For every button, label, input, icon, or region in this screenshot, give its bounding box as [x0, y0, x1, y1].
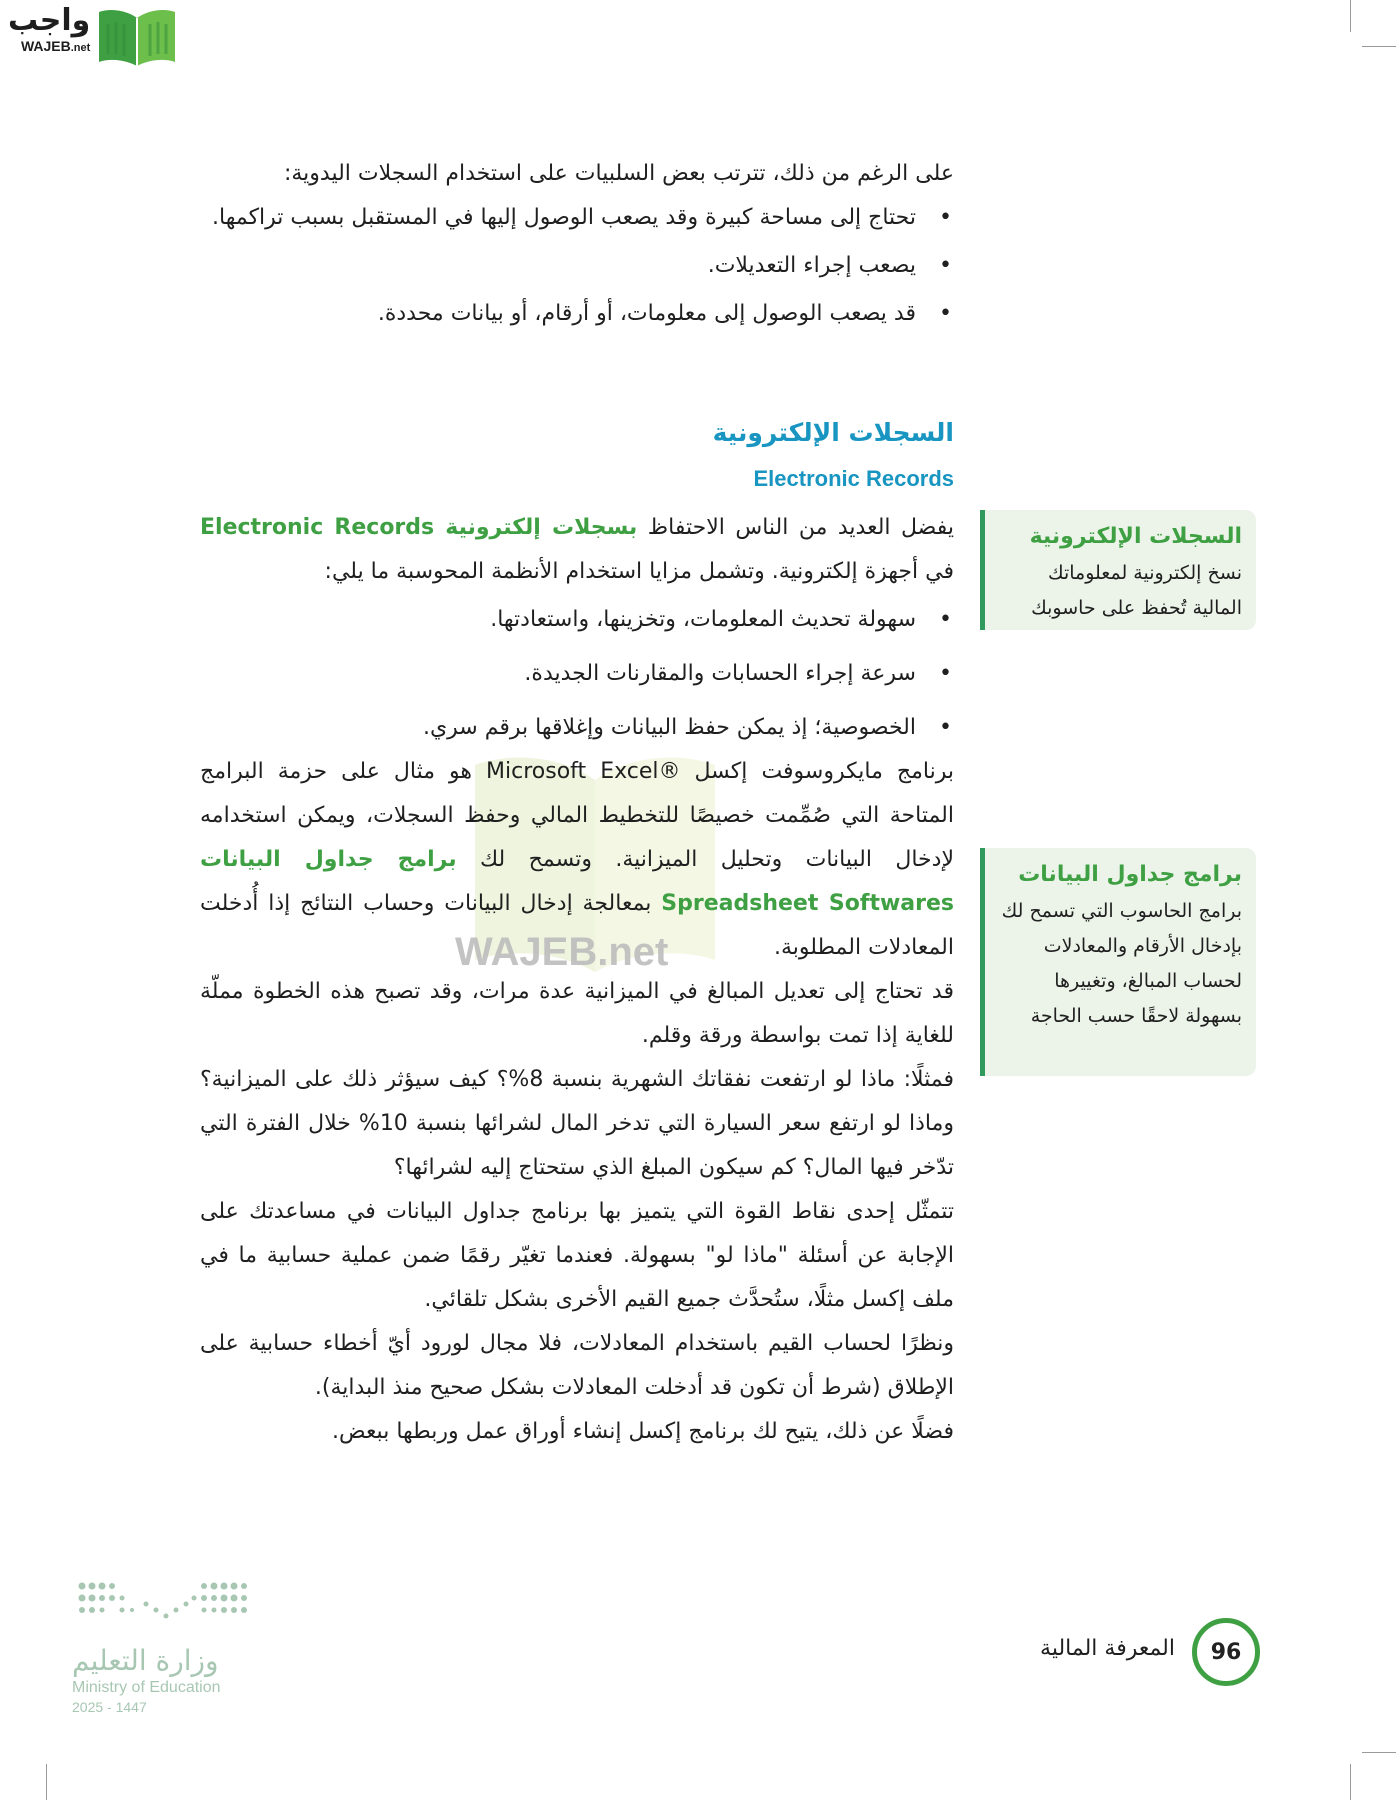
main-body: [200, 506, 954, 1454]
logo-text: [8, 4, 90, 56]
glossary-box-electronic-records: [980, 510, 1256, 630]
site-logo[interactable]: [8, 4, 178, 68]
glossary-box-spreadsheet-software: [980, 848, 1256, 1076]
list-item: • قد يصعب الوصول إلى معلومات، أو أرقام، أو بيانات محددة.: [200, 292, 954, 336]
paragraph-worksheets: فضلًا عن ذلك، يتيح لك برنامج إكسل إنشاء أوراق عمل وربطها ببعض.: [332, 1419, 954, 1444]
logo-arabic: واجب: [8, 3, 91, 38]
book-title: المعرفة المالية: [1040, 1636, 1175, 1661]
highlight-term: بسجلات إلكترونية Electronic Records: [200, 515, 638, 540]
section-title: السجلات الإلكترونية: [712, 418, 954, 447]
paragraph-electronic-records: يفضل العديد من الناس الاحتفاظ بسجلات إلكترونية Electronic Records في أجهزة إلكترونية. وتشمل مزايا استخدام الأنظمة المحوسبة ما يلي:: [200, 515, 954, 584]
page-number: 96: [1192, 1618, 1260, 1686]
ministry-year: 2025 - 1447: [72, 1699, 147, 1715]
ministry-dots-icon: [76, 1580, 248, 1632]
list-item: • يصعب إجراء التعديلات.: [200, 244, 954, 288]
intro-lead: على الرغم من ذلك، تترتب بعض السلبيات على استخدام السجلات اليدوية:: [283, 161, 954, 186]
list-item: • تحتاج إلى مساحة كبيرة وقد يصعب الوصول إليها في المستقبل بسبب تراكمها.: [200, 196, 954, 240]
advantages-list: [200, 598, 954, 750]
drawbacks-list: [200, 196, 954, 336]
glossary-term: السجلات الإلكترونية: [1029, 524, 1242, 549]
logo-english: WAJEB.net: [20, 38, 91, 54]
open-book-icon: [96, 4, 178, 66]
crop-mark: [1362, 1752, 1396, 1753]
section-subtitle: Electronic Records: [753, 466, 954, 491]
intro-block: [200, 152, 954, 336]
list-item: • سهولة تحديث المعلومات، وتخزينها، واستعادتها.: [200, 598, 954, 642]
paragraph-budget-edits: قد تحتاج إلى تعديل المبالغ في الميزانية عدة مرات، وقد تصبح هذه الخطوة مملّة للغاية إذا تمت بواسطة ورقة وقلم.: [200, 979, 954, 1048]
ministry-name-ar: وزارة التعليم: [72, 1644, 219, 1677]
paragraph-example: فمثلًا: ماذا لو ارتفعت نفقاتك الشهرية بنسبة 8%؟ كيف سيؤثر ذلك على الميزانية؟ وماذا لو ارتفع سعر السيارة التي تدخر المال لشرائها بنسبة 10% خلال الفترة التي تدّخر فيها المال؟ كم سيكون المبلغ الذي ستحتاج إليه لشرائها؟: [200, 1067, 955, 1180]
list-item: • الخصوصية؛ إذ يمكن حفظ البيانات وإغلاقها برقم سري.: [200, 706, 954, 750]
glossary-definition: برامج الحاسوب التي تسمح لك بإدخال الأرقام والمعادلات لحساب المبالغ، وتغييرها بسهولة لاحقًا حسب الحاجة: [1001, 900, 1242, 1027]
paragraph-no-errors: ونظرًا لحساب القيم باستخدام المعادلات، فلا مجال لورود أيّ أخطاء حسابية على الإطلاق (شرط أن تكون قد أدخلت المعادلات بشكل صحيح منذ البداية).: [200, 1331, 954, 1400]
ministry-logo: [72, 1644, 272, 1716]
crop-mark: [1350, 0, 1351, 32]
paragraph-excel: برنامج مايكروسوفت إكسل ®Microsoft Excel هو مثال على حزمة البرامج المتاحة التي صُمِّمت خصيصًا للتخطيط المالي وحفظ السجلات، ويمكن استخدامه لإدخال البيانات وتحليل الميزانية. وتسمح لك برامج جداول البيانات Spreadsheet Softwares بمعالجة إدخال البيانات وحساب النتائج إذا أُدخلت المعادلات المطلوبة.: [200, 759, 954, 960]
watermark-text: WAJEB.net: [455, 930, 669, 974]
paragraph-what-if: تتمثّل إحدى نقاط القوة التي يتميز بها برنامج جداول البيانات في مساعدتك على الإجابة عن أسئلة "ماذا لو" بسهولة. فعندما تغيّر رقمًا ضمن عملية حسابية ما في ملف إكسل مثلًا، ستُحدَّث جميع القيم الأخرى بشكل تلقائي.: [200, 1199, 954, 1312]
list-item: • سرعة إجراء الحسابات والمقارنات الجديدة.: [200, 652, 954, 696]
crop-mark: [1362, 46, 1396, 47]
crop-mark: [1350, 1764, 1351, 1800]
ministry-name-en: Ministry of Education: [72, 1679, 221, 1696]
crop-mark: [46, 1764, 47, 1800]
glossary-definition: نسخ إلكترونية لمعلوماتك المالية تُحفظ على حاسوبك: [1031, 562, 1242, 619]
highlight-term: برامج جداول البيانات Spreadsheet Softwares: [200, 847, 954, 916]
glossary-term: برامج جداول البيانات: [1018, 862, 1242, 887]
